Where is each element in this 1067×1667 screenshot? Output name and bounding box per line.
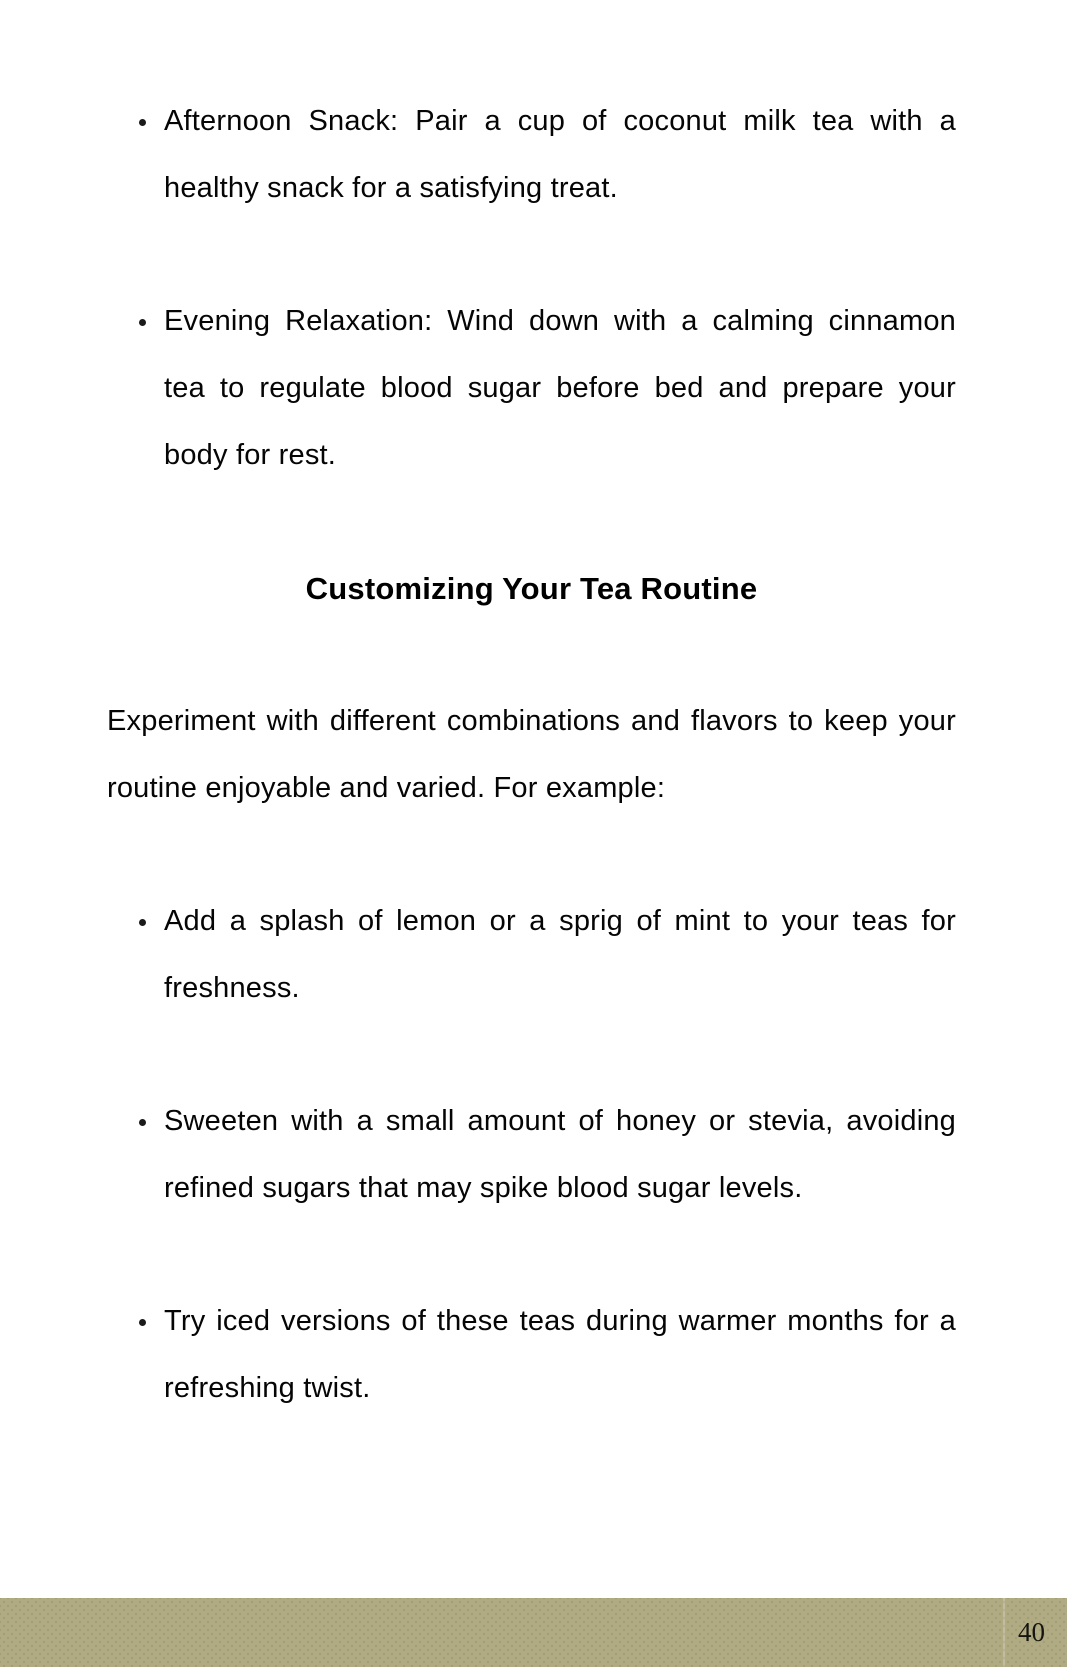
list-item	[107, 888, 956, 1022]
page-footer	[0, 1598, 1067, 1667]
section-heading: Customizing Your Tea Routine	[305, 571, 758, 606]
bullet-icon	[139, 1319, 146, 1326]
list-item	[107, 288, 956, 489]
bullet-icon	[139, 319, 146, 326]
list-item-text: Try iced versions of these teas during warmer months for a refreshing twist.	[164, 1305, 956, 1404]
footer-texture-seam	[1003, 1598, 1005, 1667]
list-item	[107, 1088, 956, 1222]
bullet-icon	[139, 919, 146, 926]
page-content	[107, 88, 956, 1488]
list-item-text: Afternoon Snack: Pair a cup of coconut milk tea with a healthy snack for a satisfying treat.	[164, 105, 956, 204]
intro-paragraph: Experiment with different combinations and flavors to keep your routine enjoyable and varied. For example:	[107, 705, 956, 804]
list-item-text: Evening Relaxation: Wind down with a calming cinnamon tea to regulate blood sugar before bed and prepare your body for rest.	[164, 305, 956, 471]
list-item	[107, 1288, 956, 1422]
page-number: 40	[1018, 1617, 1045, 1647]
tea-routine-list-top	[107, 88, 956, 489]
bullet-icon	[139, 1119, 146, 1126]
tea-routine-list-bottom	[107, 888, 956, 1422]
list-item-text: Add a splash of lemon or a sprig of mint to your teas for freshness.	[164, 905, 956, 1004]
list-item	[107, 88, 956, 222]
list-item-text: Sweeten with a small amount of honey or stevia, avoiding refined sugars that may spike blood sugar levels.	[164, 1105, 956, 1204]
bullet-icon	[139, 119, 146, 126]
